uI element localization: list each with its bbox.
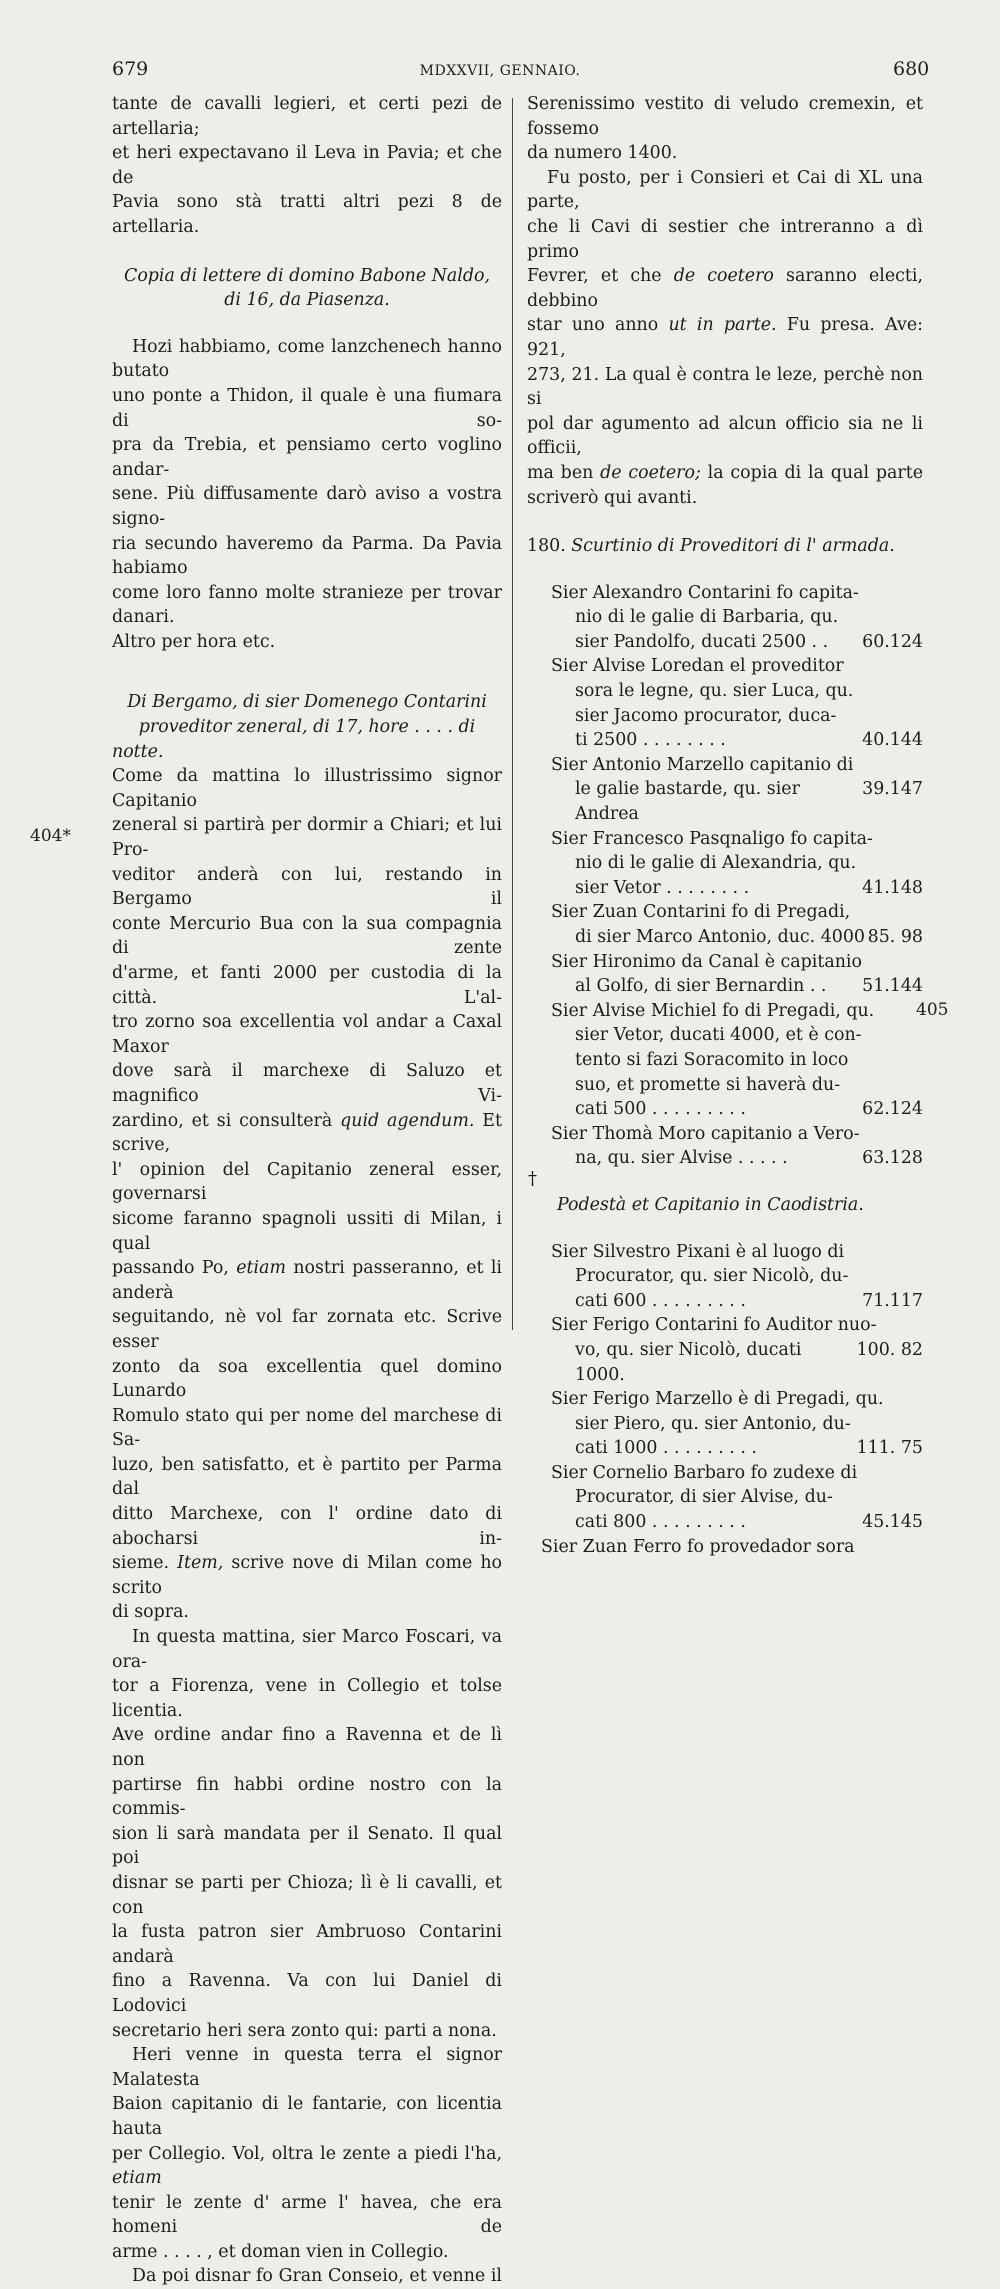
section-heading: proveditor zeneral, di 17, hore . . . . di notte. [112, 717, 476, 762]
section-heading: Di Bergamo, di sier Domenego Contarini [127, 692, 487, 713]
entry-vote-row [527, 876, 923, 901]
column-divider [512, 98, 513, 1330]
text-line: conte Mercurio Bua con la sua compagnia di zente [112, 913, 502, 959]
entry-line: Procurator, di sier Alvise, du- [575, 1487, 833, 1508]
entry-line: Sier Ferigo Contarini fo Auditor nuo- [551, 1315, 877, 1336]
entry-line: sier Jacomo procurator, duca- [575, 705, 837, 726]
paragraph [112, 764, 502, 1625]
entry-vote-row [527, 1436, 923, 1461]
entry-line: Sier Alexandro Contarini fo capita- [551, 582, 859, 603]
entry-vote-row [527, 925, 923, 950]
text-line: Serenissimo vestito di veludo cremexin, et fossemo [527, 94, 923, 139]
entry-vote-row [527, 1097, 923, 1122]
text-line: di sopra. [112, 1602, 189, 1623]
entry-line: al Golfo, di sier Bernardin . . [575, 976, 827, 997]
vote-count: 40.144 [862, 730, 923, 751]
entry-line: cati 1000 . . . . . . . . . [575, 1438, 757, 1459]
text-line: zeneral si partirà per dormir a Chiari; et lui Pro- [112, 815, 502, 861]
text-line: l' opinion del Capitanio zeneral esser, governarsi [112, 1159, 502, 1205]
text-line: tenir le zente d' arme l' havea, che era homeni de [112, 2192, 502, 2238]
text-line: star uno anno ut in parte. Fu presa. Ave: 921, [527, 315, 923, 360]
text-line: uno ponte a Thidon, il quale è una fiumara di so- [112, 385, 502, 431]
vote-count: 85. 98 [867, 927, 923, 947]
vote-count: 39.147 [862, 779, 923, 800]
text-line: Fu posto, per i Consieri et Cai di XL una parte, [527, 167, 923, 213]
text-line: Heri venne in questa terra el signor Malatesta [112, 2045, 502, 2090]
text-line: ria secundo haveremo da Parma. Da Pavia habiamo [112, 533, 502, 579]
entry-line: Sier Ferigo Marzello è di Pregadi, qu. [551, 1389, 884, 1410]
candidate-entry [527, 1313, 923, 1387]
text-line: veditor anderà con lui, restando in Bergamo il [112, 864, 502, 910]
entry-vote-row [527, 974, 923, 999]
entry-line: na, qu. sier Alvise . . . . . [575, 1148, 788, 1169]
text-line: luzo, ben satisfatto, et è partito per Parma dal [112, 1454, 502, 1500]
paragraph [112, 1625, 502, 2043]
candidate-entry [527, 999, 923, 1122]
entry-vote-row [527, 630, 923, 655]
entry-line: Sier Thomà Moro capitanio a Vero- [551, 1123, 860, 1144]
text-line: dove sarà il marchexe di Saluzo et magnifico Vi- [112, 1061, 502, 1106]
entry-vote-row [527, 777, 923, 826]
candidate-entry [527, 581, 923, 655]
text-line: ma ben de coetero; la copia di la qual parte [527, 462, 923, 483]
entry-line: cati 800 . . . . . . . . . [575, 1512, 746, 1533]
text-line: tro zorno soa excellentia vol andar a Caxal Maxor [112, 1012, 502, 1057]
paragraph [112, 335, 502, 655]
text-line: come loro fanno molte stranieze per trovar danari. [112, 582, 502, 628]
text-line: arme . . . . , et doman vien in Collegio. [112, 2241, 449, 2262]
margin-note-404: 404* [30, 826, 71, 846]
text-line: Pavia sono stà tratti altri pezi 8 de artellaria. [112, 192, 502, 237]
text-line: Da poi disnar fo Gran Conseio, et venne il [132, 2266, 502, 2287]
vote-count: 62.124 [862, 1099, 923, 1120]
text-line: Sier Zuan Ferro fo provedador sora [541, 1536, 855, 1557]
text-line: sene. Più diffusamente darò aviso a vostra signo- [112, 484, 502, 529]
vote-count: 41.148 [862, 877, 923, 898]
entry-line: suo, et promette si haverà du- [575, 1074, 841, 1095]
entry-vote-row [527, 1289, 923, 1314]
entry-vote-row [527, 1338, 923, 1387]
entry-line: Sier Alvise Loredan el proveditor [551, 656, 844, 677]
running-header: MDXXVII, GENNAIO. [419, 63, 581, 79]
entry-line: nio di le galie di Barbaria, qu. [575, 607, 839, 628]
text-line: ditto Marchexe, con l' ordine dato di abocharsi in- [112, 1504, 502, 1549]
text-line: fino a Ravenna. Va con lui Daniel di Lodovici [112, 1971, 502, 2016]
vote-count: 111. 75 [856, 1438, 923, 1459]
candidate-entry [527, 753, 923, 827]
candidate-entry [527, 1240, 923, 1314]
candidate-entry [527, 1122, 923, 1171]
entry-line: Procurator, qu. sier Nicolò, du- [575, 1266, 849, 1287]
candidate-entry [527, 950, 923, 999]
election-list [527, 581, 923, 1171]
left-page-number: 679 [112, 58, 149, 80]
text-line: zonto da soa excellentia quel domino Lunardo [112, 1356, 502, 1402]
text-line: Hozi habbiamo, come lanzchenech hanno butato [112, 336, 502, 382]
entry-line: tento si fazi Soracomito in loco [575, 1049, 849, 1070]
left-column [112, 92, 502, 2289]
entry-vote-row [527, 1510, 923, 1535]
right-page-number: 680 [893, 58, 930, 80]
text-line: partirse fin habbi ordine nostro con la commis- [112, 1774, 502, 1820]
text-line: pra da Trebia, et pensiamo certo voglino andar- [112, 435, 502, 480]
vote-count: 100. 82 [856, 1339, 923, 1360]
text-line: scriverò qui avanti. [527, 487, 698, 508]
vote-count: 51.144 [862, 976, 923, 997]
candidate-entry [527, 827, 923, 901]
entry-line: Sier Francesco Pasqnaligo fo capita- [551, 828, 873, 849]
entry-line: sier Pandolfo, ducati 2500 . . [575, 631, 829, 652]
text-line: Fevrer, et che de coetero saranno electi, debbino [527, 266, 923, 311]
text-line: Romulo stato qui per nome del marchese di Sa- [112, 1405, 502, 1451]
section-heading: 180. Scurtinio di Proveditori di l' armada. [527, 536, 895, 557]
entry-line: cati 500 . . . . . . . . . [575, 1099, 746, 1120]
entry-line: sora le legne, qu. sier Luca, qu. [575, 681, 854, 702]
entry-line: vo, qu. sier Nicolò, ducati 1000. [575, 1339, 802, 1385]
entry-line: Sier Alvise Michiel fo di Pregadi, qu. [551, 1000, 875, 1021]
entry-line: Sier Hironimo da Canal è capitanio [551, 951, 862, 972]
text-line: seguitando, nè vol far zornata etc. Scrive esser [112, 1307, 502, 1352]
text-line: In questa mattina, sier Marco Foscari, va ora- [112, 1627, 502, 1672]
text-line: tor a Fiorenza, vene in Collegio et tolse licentia. [112, 1676, 502, 1721]
entry-line: sier Vetor, ducati 4000, et è con- [575, 1025, 862, 1046]
text-line: sieme. Item, scrive nove di Milan come ho scrito [112, 1553, 502, 1598]
candidate-entry [527, 1461, 923, 1535]
right-column [527, 92, 923, 1559]
entry-vote-row [527, 728, 923, 753]
entry-line: Sier Antonio Marzello capitanio di [551, 754, 854, 775]
text-line: che li Cavi di sestier che intreranno a dì primo [527, 216, 923, 262]
text-line: secretario heri sera zonto qui: parti a nona. [112, 2020, 497, 2041]
text-line: sion li sarà mandata per il Senato. Il qual poi [112, 1823, 502, 1869]
margin-note-405: 405 [916, 1000, 949, 1020]
text-line: passando Po, etiam nostri passeranno, et li anderà [112, 1258, 502, 1303]
entry-line: cati 600 . . . . . . . . . [575, 1290, 746, 1311]
text-line: Come da mattina lo illustrissimo signor Capitanio [112, 766, 502, 811]
section-heading: Copia di lettere di domino Babone Naldo, [124, 265, 490, 286]
text-line: Ave ordine andar fino a Ravenna et de lì non [112, 1725, 502, 1770]
vote-count: 60.124 [862, 631, 923, 652]
paragraph [112, 2043, 502, 2264]
entry-line: Sier Silvestro Pixani è al luogo di [551, 1241, 845, 1262]
text-line: zardino, et si consulterà quid agendum. Et scrive, [112, 1110, 502, 1156]
vote-count: 71.117 [862, 1290, 923, 1311]
text-line: disnar se parti per Chioza; lì è li cavalli, et con [112, 1872, 502, 1918]
text-line: d'arme, et fanti 2000 per custodia di la città. L'al- [112, 963, 502, 1008]
candidate-entry [527, 1387, 923, 1461]
text-line: sicome faranno spagnoli ussiti di Milan, i qual [112, 1208, 502, 1254]
entry-line: Sier Zuan Contarini fo di Pregadi, [551, 902, 851, 923]
text-line: pol dar agumento ad alcun officio sia ne li officii, [527, 413, 923, 459]
cross-mark: † [528, 1168, 537, 1189]
text-line: la fusta patron sier Ambruoso Contarini andarà [112, 1922, 502, 1967]
vote-count: 63.128 [862, 1148, 923, 1169]
text-line: tante de cavalli legieri, et certi pezi de artellaria; [112, 94, 502, 139]
entry-line: ti 2500 . . . . . . . . [575, 730, 726, 751]
text-line: et heri expectavano il Leva in Pavia; et che de [112, 143, 502, 188]
entry-line: le galie bastarde, qu. sier Andrea [575, 779, 800, 825]
candidate-entry [527, 654, 923, 752]
section-heading: di 16, da Piasenza. [224, 290, 390, 311]
text-line: Baion capitanio di le fantarie, con licentia hauta [112, 2094, 502, 2139]
text-line: per Collegio. Vol, oltra le zente a piedi l'ha, etiam [112, 2143, 502, 2189]
entry-line: Sier Cornelio Barbaro fo zudexe di [551, 1462, 858, 1483]
text-line: da numero 1400. [527, 143, 678, 164]
entry-line: sier Vetor . . . . . . . . [575, 877, 750, 898]
entry-line: nio di le galie di Alexandria, qu. [575, 853, 857, 874]
section-heading: Podestà et Capitanio in Caodistria. [557, 1194, 864, 1215]
entry-line: di sier Marco Antonio, duc. 4000 [575, 927, 865, 947]
entry-vote-row [527, 1146, 923, 1171]
text-line: Altro per hora etc. [112, 631, 276, 652]
entry-line: sier Piero, qu. sier Antonio, du- [575, 1413, 851, 1434]
text-line: 273, 21. La qual è contra le leze, perchè non si [527, 364, 923, 410]
candidate-entry [527, 900, 923, 949]
election-list [527, 1240, 923, 1535]
vote-count: 45.145 [862, 1512, 923, 1533]
